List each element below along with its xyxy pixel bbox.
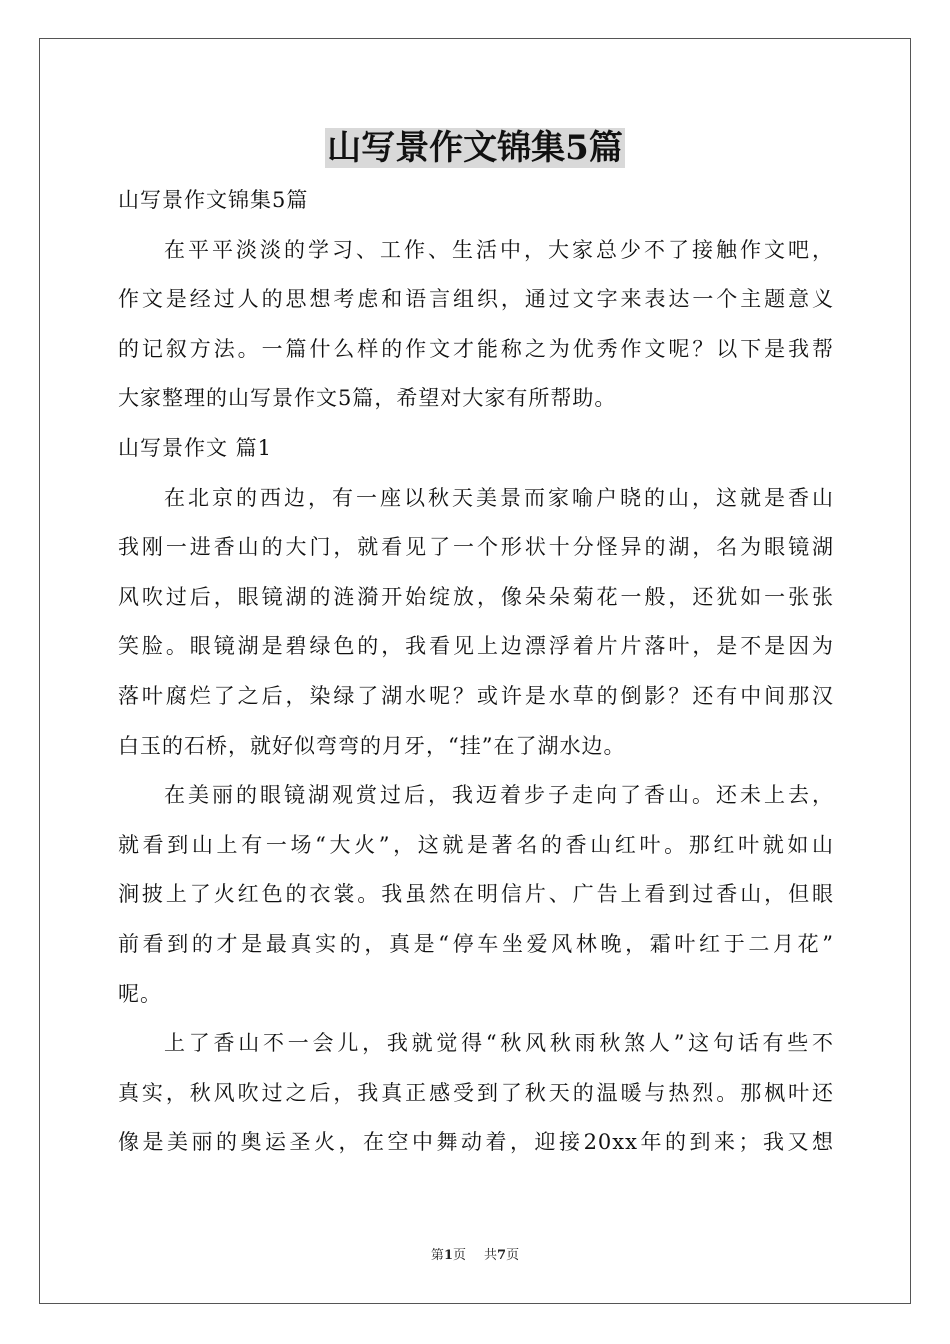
text-line: 在美丽的眼镜湖观赏过后，我迈着步子走向了香山。还未上去，	[164, 783, 834, 808]
total-label-prefix: 共	[484, 1248, 498, 1263]
page-label-prefix: 第	[430, 1248, 444, 1263]
text-line: 落叶腐烂了之后，染绿了湖水呢？或许是水草的倒影？还有中间那汉	[118, 683, 834, 708]
text-line: 呢。	[118, 981, 162, 1006]
text-line: 在平平淡淡的学习、工作、生活中，大家总少不了接触作文吧，	[164, 237, 834, 262]
document-title	[0, 124, 950, 172]
text-line: 涧披上了火红色的衣裳。我虽然在明信片、广告上看到过香山，但眼	[118, 882, 834, 907]
text-line: 作文是经过人的思想考虑和语言组织，通过文字来表达一个主题意义	[118, 287, 834, 312]
text-line: 像是美丽的奥运圣火，在空中舞动着，迎接20xx年的到来；我又想	[118, 1130, 834, 1155]
page-footer	[0, 1247, 950, 1265]
text-line: 我刚一进香山的大门，就看见了一个形状十分怪异的湖，名为眼镜湖	[118, 535, 834, 560]
text-line: 上了香山不一会儿，我就觉得“秋风秋雨秋煞人”这句话有些不	[164, 1031, 834, 1056]
text-line: 在北京的西边，有一座以秋天美景而家喻户晓的山，这就是香山	[164, 485, 834, 510]
page-label-suffix: 页	[452, 1248, 466, 1263]
total-label-suffix: 页	[506, 1248, 520, 1263]
text-line: 就看到山上有一场“大火”，这就是著名的香山红叶。那红叶就如山	[118, 832, 834, 857]
document-title-text: 山写景作文锦集5篇	[327, 128, 623, 168]
text-line: 白玉的石桥，就好似弯弯的月牙，“挂”在了湖水边。	[118, 733, 626, 758]
section-heading: 山写景作文锦集5篇	[118, 188, 309, 212]
section-heading: 山写景作文 篇1	[118, 435, 273, 460]
page-number: 1	[443, 1248, 453, 1263]
text-line: 的记叙方法。一篇什么样的作文才能称之为优秀作文呢？以下是我帮	[118, 336, 834, 361]
text-line: 大家整理的山写景作文5篇，希望对大家有所帮助。	[118, 386, 617, 411]
text-line: 前看到的才是最真实的，真是“停车坐爱风林晚，霜叶红于二月花”	[118, 931, 834, 956]
text-line: 笑脸。眼镜湖是碧绿色的，我看见上边漂浮着片片落叶，是不是因为	[118, 634, 834, 659]
text-line: 风吹过后，眼镜湖的涟漪开始绽放，像朵朵菊花一般，还犹如一张张	[118, 584, 834, 609]
text-line: 真实，秋风吹过之后，我真正感受到了秋天的温暖与热烈。那枫叶还	[118, 1080, 834, 1105]
total-pages: 7	[497, 1248, 507, 1263]
document-body	[118, 176, 834, 1168]
